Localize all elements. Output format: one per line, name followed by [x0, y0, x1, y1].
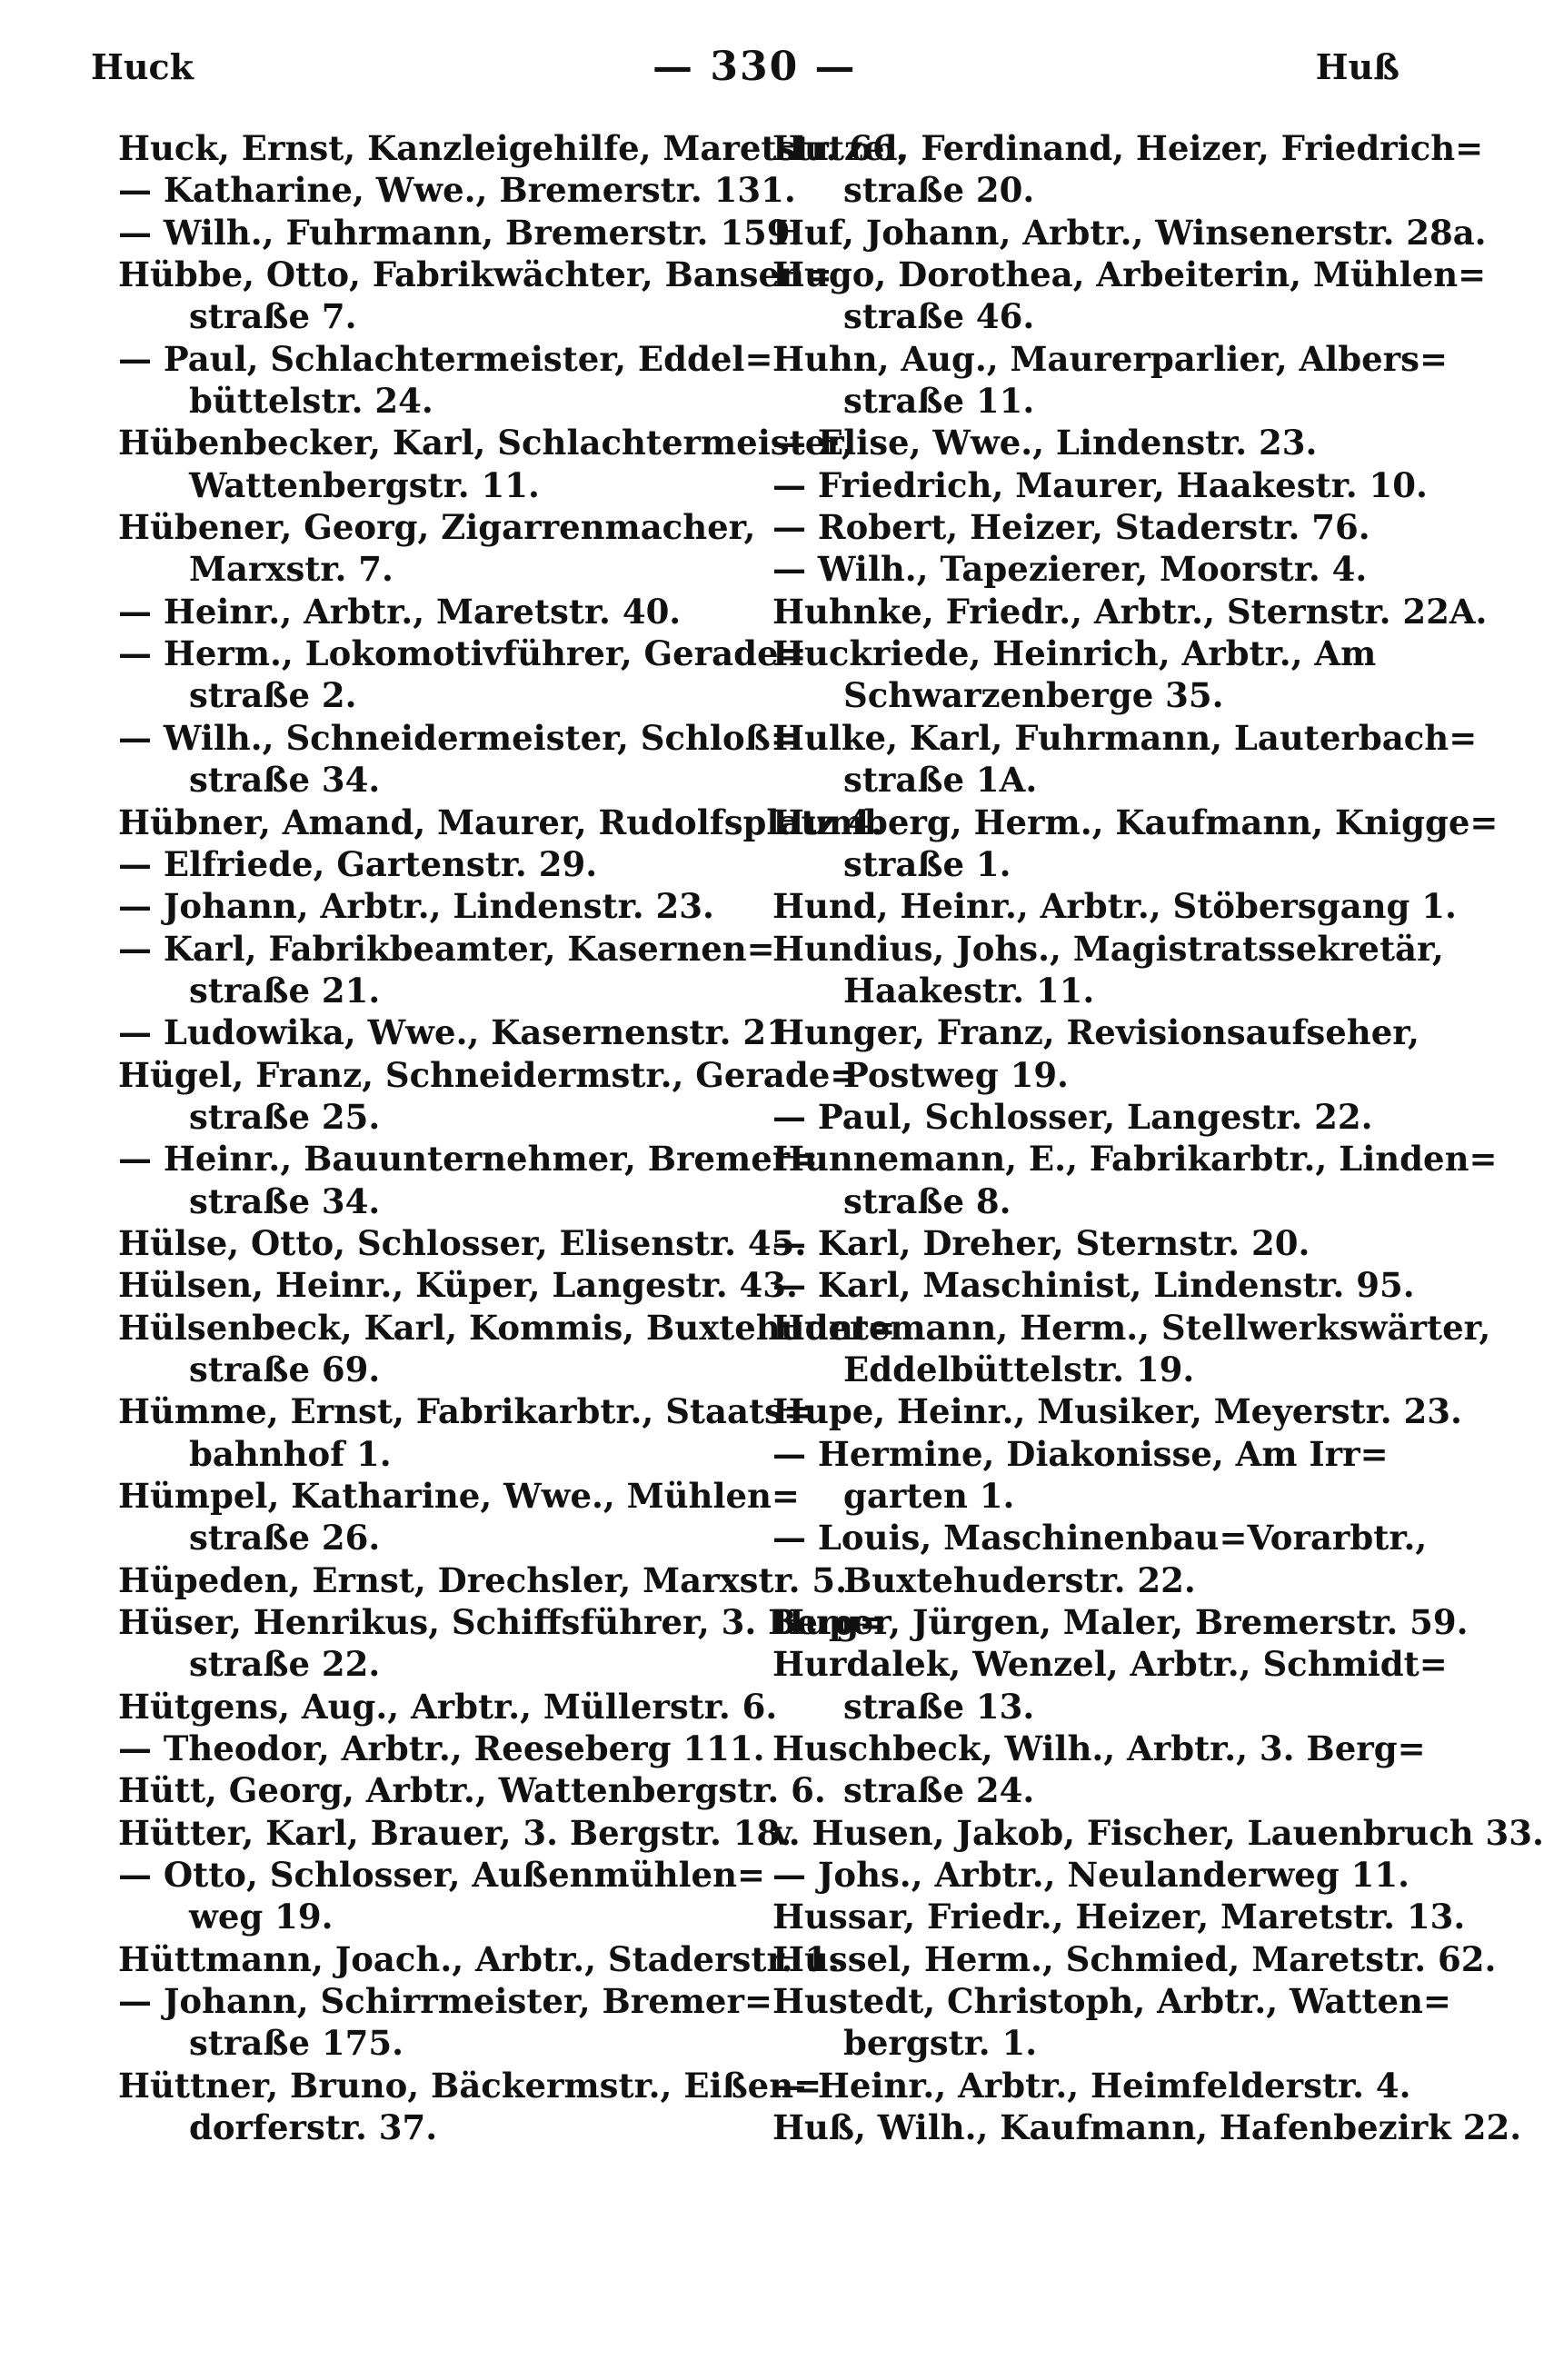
entry-line: Hulke, Karl, Fuhrmann, Lauterbach=: [772, 717, 1478, 758]
entry-continuation-line: straße 24.: [843, 1770, 1035, 1811]
directory-entry: [118, 254, 832, 338]
entry-line: Hütt, Georg, Arbtr., Wattenbergstr. 6.: [118, 1770, 826, 1811]
directory-entry: [118, 1222, 807, 1264]
directory-entry: [772, 2106, 1522, 2148]
entry-continuation-line: büttelstr. 24.: [189, 381, 433, 422]
entry-continuation-line: Marxstr. 7.: [189, 549, 393, 590]
entry-line: Huß, Wilh., Kaufmann, Hafenbezirk 22.: [772, 2107, 1522, 2148]
directory-entry: [118, 1812, 792, 1854]
entry-line: Hüttner, Bruno, Bäckermstr., Eißen=: [118, 2065, 822, 2106]
entry-continuation-line: straße 34.: [189, 1180, 381, 1221]
entry-line: — Robert, Heizer, Staderstr. 76.: [772, 507, 1370, 548]
entry-line: — Karl, Dreher, Sternstr. 20.: [772, 1222, 1310, 1263]
directory-entry: [772, 632, 1427, 717]
entry-line: — Ludowika, Wwe., Kasernenstr. 21.: [118, 1012, 802, 1053]
entry-line: — Wilh., Tapezierer, Moorstr. 4.: [772, 549, 1368, 590]
directory-entry: [118, 338, 772, 423]
entry-line: Hülse, Otto, Schlosser, Elisenstr. 45.: [118, 1222, 807, 1263]
entry-continuation-line: straße 7.: [189, 296, 357, 337]
directory-entry: [772, 1517, 1427, 1601]
entry-continuation-line: straße 25.: [189, 1096, 381, 1137]
directory-entry: [772, 1433, 1427, 1518]
entry-continuation-line: straße 21.: [189, 970, 381, 1011]
directory-entry: [118, 1054, 859, 1139]
directory-entry: [772, 464, 1427, 506]
entry-line: Hund, Heinr., Arbtr., Stöbersgang 1.: [772, 886, 1457, 927]
header-right-keyword: Huß: [1315, 45, 1400, 87]
directory-entry: [772, 1728, 1427, 1812]
directory-entry: [772, 212, 1487, 254]
directory-entry: [772, 1222, 1427, 1264]
directory-entry: [118, 1601, 888, 1686]
entry-line: — Wilh., Fuhrmann, Bremerstr. 159.: [118, 212, 802, 253]
entry-continuation-line: straße 34.: [189, 760, 381, 801]
entry-line: — Heinr., Bauunternehmer, Bremer=: [118, 1139, 819, 1180]
entry-line: — Paul, Schlosser, Langestr. 22.: [772, 1096, 1373, 1137]
entry-line: Hübbe, Otto, Fabrikwächter, Bansen=: [118, 254, 832, 295]
entry-line: v. Husen, Jakob, Fischer, Lauenbruch 33.: [772, 1812, 1544, 1853]
entry-line: — Otto, Schlosser, Außenmühlen=: [118, 1855, 765, 1896]
entry-line: Hustedt, Christoph, Arbtr., Watten=: [772, 1981, 1451, 2022]
entry-line: Hüpeden, Ernst, Drechsler, Marxstr. 5.: [118, 1559, 848, 1600]
entry-line: Hussel, Herm., Schmied, Maretstr. 62.: [772, 1938, 1497, 1979]
entry-line: Huntemann, Herm., Stellwerkswärter,: [772, 1307, 1491, 1348]
directory-entry: [772, 1601, 1469, 1643]
directory-entry: [772, 2065, 1427, 2106]
directory-entry: [118, 1769, 826, 1811]
directory-entry: [772, 254, 1487, 338]
directory-entry: [118, 1138, 819, 1222]
entry-continuation-line: straße 20.: [843, 170, 1035, 211]
directory-entry: [118, 1264, 798, 1306]
directory-entry: [772, 1096, 1427, 1138]
directory-entry: [772, 506, 1427, 548]
entry-line: Hütter, Karl, Brauer, 3. Bergstr. 18.: [118, 1812, 792, 1853]
directory-entry: [118, 169, 796, 211]
entry-line: Hunnemann, E., Fabrikarbtr., Linden=: [772, 1139, 1498, 1180]
directory-entry: [772, 928, 1444, 1012]
directory-entry: [118, 1559, 848, 1601]
entry-continuation-line: Haakestr. 11.: [843, 970, 1095, 1011]
entry-line: Hupe, Heinr., Musiker, Meyerstr. 23.: [772, 1391, 1462, 1432]
entry-line: — Elfriede, Gartenstr. 29.: [118, 843, 598, 884]
entry-continuation-line: straße 175.: [189, 2023, 404, 2064]
entry-continuation-line: Wattenbergstr. 11.: [189, 464, 540, 505]
directory-entry: [772, 1896, 1466, 1937]
entry-continuation-line: straße 11.: [843, 381, 1035, 422]
page-header: [91, 35, 1400, 98]
directory-entry: [118, 632, 807, 717]
directory-entry: [118, 1307, 896, 1391]
entry-line: Hülsen, Heinr., Küper, Langestr. 43.: [118, 1265, 798, 1306]
directory-entry: [118, 1938, 840, 1980]
entry-line: — Hermine, Diakonisse, Am Irr=: [772, 1433, 1389, 1474]
directory-entry: [118, 1980, 772, 2065]
directory-entry: [772, 1138, 1498, 1222]
entry-line: — Theodor, Arbtr., Reeseberg 111.: [118, 1728, 765, 1769]
entry-line: — Paul, Schlachtermeister, Eddel=: [118, 338, 773, 379]
entry-line: — Louis, Maschinenbau=Vorarbtr.,: [772, 1518, 1428, 1558]
directory-entry: [772, 338, 1448, 423]
entry-continuation-line: garten 1.: [843, 1476, 1015, 1516]
page-number: — 330 —: [652, 43, 857, 90]
directory-entry: [772, 1390, 1462, 1432]
entry-line: — Heinr., Arbtr., Heimfelderstr. 4.: [772, 2065, 1411, 2106]
entry-line: Huhnke, Friedr., Arbtr., Sternstr. 22A.: [772, 591, 1488, 632]
entry-line: Hümme, Ernst, Fabrikarbtr., Staats=: [118, 1391, 812, 1432]
entry-continuation-line: straße 2.: [189, 675, 357, 716]
directory-entry: [772, 1011, 1427, 1096]
directory-entry: [772, 1307, 1491, 1391]
directory-entry: [118, 591, 772, 632]
directory-entry: [118, 422, 853, 506]
directory-entry: [772, 1643, 1448, 1728]
directory-entry: [118, 1390, 812, 1475]
entry-line: — Johann, Arbtr., Lindenstr. 23.: [118, 886, 714, 927]
directory-entry: [118, 885, 772, 927]
entry-line: — Friedrich, Maurer, Haakestr. 10.: [772, 464, 1428, 505]
entry-line: — Katharine, Wwe., Bremerstr. 131.: [118, 170, 796, 211]
entry-line: — Johs., Arbtr., Neulanderweg 11.: [772, 1855, 1410, 1896]
directory-entry: [118, 717, 799, 802]
entry-continuation-line: straße 1A.: [843, 760, 1038, 801]
directory-entry: [118, 506, 772, 591]
entry-continuation-line: bergstr. 1.: [843, 2023, 1038, 2064]
entry-continuation-line: Postweg 19.: [843, 1054, 1069, 1095]
entry-continuation-line: straße 26.: [189, 1518, 381, 1558]
directory-entry: [118, 928, 775, 1012]
entry-continuation-line: straße 46.: [843, 296, 1035, 337]
entry-continuation-line: straße 69.: [189, 1349, 381, 1389]
directory-entry: [772, 1938, 1497, 1980]
entry-continuation-line: bahnhof 1.: [189, 1433, 392, 1474]
right-column: [772, 127, 1544, 2149]
directory-entry: [772, 591, 1488, 632]
header-left-keyword: Huck: [91, 45, 194, 87]
entry-line: Huhn, Aug., Maurerparlier, Albers=: [772, 338, 1448, 379]
directory-entry: [118, 1686, 778, 1728]
entry-line: Humberg, Herm., Kaufmann, Knigge=: [772, 802, 1499, 842]
entry-line: Hümpel, Katharine, Wwe., Mühlen=: [118, 1476, 800, 1516]
entry-continuation-line: straße 8.: [843, 1180, 1011, 1221]
directory-entry: [118, 802, 883, 843]
entry-continuation-line: straße 22.: [189, 1644, 381, 1685]
entry-line: — Heinr., Arbtr., Maretstr. 40.: [118, 591, 682, 632]
entry-line: Huckriede, Heinrich, Arbtr., Am: [772, 633, 1377, 674]
entry-line: Hundius, Johs., Magistratssekretär,: [772, 928, 1444, 969]
directory-entry: [772, 885, 1457, 927]
entry-line: Huf, Johann, Arbtr., Winsenerstr. 28a.: [772, 212, 1487, 253]
directory-entry: [118, 127, 908, 169]
directory-entry: [772, 548, 1427, 590]
entry-line: Hügel, Franz, Schneidermstr., Gerade=: [118, 1054, 859, 1095]
directory-entry: [772, 1854, 1427, 1896]
entry-line: Hüttmann, Joach., Arbtr., Staderstr. 1.: [118, 1938, 840, 1979]
entry-continuation-line: Schwarzenberge 35.: [843, 675, 1224, 716]
directory-entry: [118, 2065, 822, 2149]
directory-entry: [772, 127, 1484, 212]
entry-line: Huper, Jürgen, Maler, Bremerstr. 59.: [772, 1602, 1469, 1643]
entry-line: — Karl, Fabrikbeamter, Kasernen=: [118, 928, 775, 969]
entry-continuation-line: Eddelbüttelstr. 19.: [843, 1349, 1195, 1389]
entry-line: Hülsenbeck, Karl, Kommis, Buxtehuder=: [118, 1307, 896, 1348]
entry-line: Huschbeck, Wilh., Arbtr., 3. Berg=: [772, 1728, 1426, 1769]
left-column: [118, 127, 908, 2149]
entry-line: Hübner, Amand, Maurer, Rudolfsplatz 4.: [118, 802, 883, 842]
entry-continuation-line: weg 19.: [189, 1897, 334, 1937]
directory-entry: [118, 1728, 772, 1769]
entry-line: Hunger, Franz, Revisionsaufseher,: [772, 1012, 1419, 1053]
entry-line: — Wilh., Schneidermeister, Schloß=: [118, 717, 799, 758]
entry-line: — Johann, Schirrmeister, Bremer=: [118, 1981, 772, 2022]
entry-line: Hübener, Georg, Zigarrenmacher,: [118, 507, 756, 548]
entry-line: Hugo, Dorothea, Arbeiterin, Mühlen=: [772, 254, 1487, 295]
entry-line: — Herm., Lokomotivführer, Gerade=: [118, 633, 807, 674]
entry-continuation-line: straße 13.: [843, 1686, 1035, 1727]
entry-continuation-line: straße 1.: [843, 843, 1011, 884]
directory-entry: [772, 422, 1427, 463]
entry-line: Huck, Ernst, Kanzleigehilfe, Maretstr. 66.: [118, 128, 908, 168]
directory-entry: [772, 717, 1478, 802]
directory-entry: [772, 802, 1499, 886]
entry-line: Hurdalek, Wenzel, Arbtr., Schmidt=: [772, 1644, 1448, 1685]
entry-line: — Karl, Maschinist, Lindenstr. 95.: [772, 1265, 1415, 1306]
directory-entry: [772, 1812, 1544, 1854]
entry-continuation-line: Buxtehuderstr. 22.: [843, 1559, 1196, 1600]
directory-entry: [772, 1980, 1451, 2065]
entry-line: Hübenbecker, Karl, Schlachtermeister,: [118, 423, 853, 463]
entry-line: — Elise, Wwe., Lindenstr. 23.: [772, 423, 1318, 463]
entry-continuation-line: dorferstr. 37.: [189, 2107, 438, 2148]
entry-line: Hutzel, Ferdinand, Heizer, Friedrich=: [772, 128, 1484, 168]
directory-entry: [118, 212, 802, 254]
entry-line: Hütgens, Aug., Arbtr., Müllerstr. 6.: [118, 1686, 778, 1727]
directory-entry: [118, 1011, 802, 1053]
directory-entry: [118, 1475, 800, 1559]
directory-entry: [118, 1854, 772, 1938]
directory-entry: [772, 1264, 1427, 1306]
entry-line: Hüser, Henrikus, Schiffsführer, 3. Berg=: [118, 1602, 888, 1643]
directory-entry: [118, 843, 772, 885]
entry-line: Hussar, Friedr., Heizer, Maretstr. 13.: [772, 1897, 1466, 1937]
